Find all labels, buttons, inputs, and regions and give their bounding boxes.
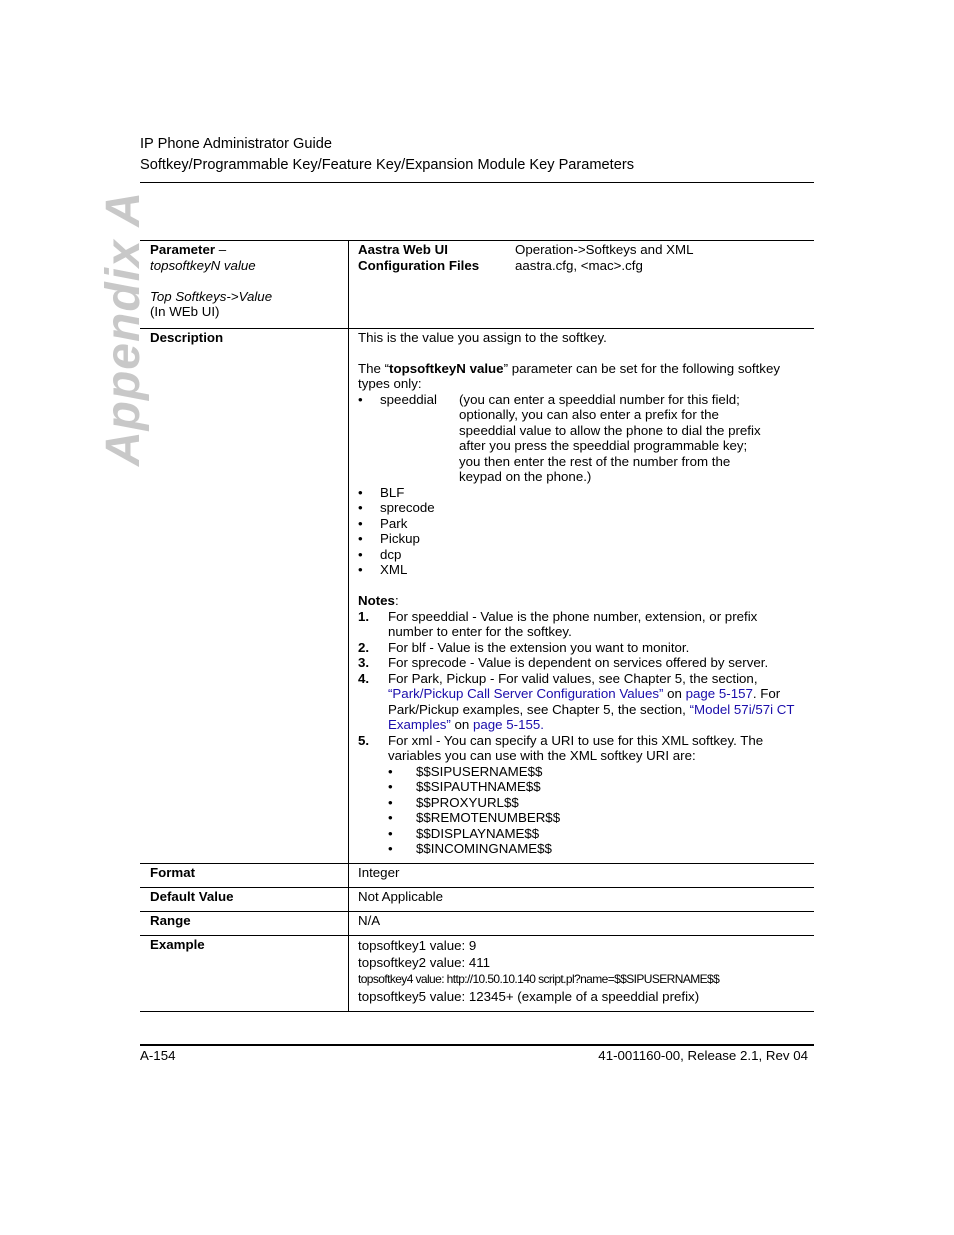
park-pickup-values-link[interactable]: “Park/Pickup Call Server Configuration Values” — [388, 686, 664, 701]
header-subtitle: Softkey/Programmable Key/Feature Key/Expansion Module Key Parameters — [140, 157, 634, 173]
bullet-icon: • — [388, 841, 393, 856]
header-title: IP Phone Administrator Guide — [140, 136, 332, 152]
description-label: Description — [150, 329, 224, 345]
parameter-name: topsoftkeyN value — [150, 257, 256, 273]
notes-heading: Notes: — [358, 593, 399, 608]
range-value: N/A — [358, 912, 381, 928]
model-57i-examples-link[interactable]: “Model 57i/57i CT — [689, 701, 795, 717]
description-row — [140, 328, 814, 863]
list-item: • BLF — [358, 484, 405, 500]
description-types-text: The “topsoftkeyN value” parameter can be set for the following softkey types only: — [358, 360, 780, 391]
description-cell — [349, 328, 815, 863]
example-label: Example — [150, 936, 205, 952]
parameter-label: Parameter — [150, 242, 216, 257]
bullet-icon: • — [358, 500, 363, 515]
note-item: 4. For Park, Pickup - For valid values, see Chapter 5, the section, “Park/Pickup Call Server Configuration Values” on page 5-157. For Park/Pickup examples, see Chapter 5, the section, “Model 57i/57i CT Examples” on page 5-155. — [358, 670, 795, 732]
note-item: 5. For xml - You can specify a URI to use for this XML softkey. The variables you can use with the XML softkey URI are: — [358, 732, 764, 763]
page-number: A-154 — [140, 1048, 176, 1063]
variable-item: • $$INCOMINGNAME$$ — [388, 841, 552, 856]
page-5-155-link[interactable]: page 5-155 — [473, 717, 541, 732]
parameter-ui-note: (In WEb UI) — [150, 304, 220, 319]
description-intro: This is the value you assign to the softkey. — [358, 329, 607, 345]
variable-item: • $$SIPUSERNAME$$ — [388, 763, 543, 779]
range-row — [140, 911, 814, 935]
list-item: • dcp — [358, 546, 402, 562]
variable-item: • $$DISPLAYNAME$$ — [388, 825, 540, 841]
example-cell — [349, 935, 815, 1011]
variable-item: • $$PROXYURL$$ — [388, 794, 519, 810]
model-57i-examples-link-cont[interactable]: Examples” — [388, 717, 451, 732]
example-line: topsoftkey5 value: 12345+ (example of a speeddial prefix) — [358, 988, 700, 1004]
bullet-icon: • — [358, 484, 363, 500]
page-5-157-link[interactable]: page 5-157 — [685, 686, 753, 701]
note-item: 2. For blf - Value is the extension you want to monitor. — [358, 639, 690, 655]
variable-item: • $$REMOTENUMBER$$ — [388, 810, 561, 825]
default-value-row — [140, 887, 814, 911]
parameter-ui-path: Top Softkeys->Value — [150, 288, 273, 304]
parameter-cell — [140, 241, 349, 329]
format-row — [140, 863, 814, 887]
variable-item: • $$SIPAUTHNAME$$ — [388, 779, 541, 794]
document-id: 41-001160-00, Release 2.1, Rev 04 — [598, 1048, 808, 1063]
header-rule — [140, 182, 814, 183]
example-line: topsoftkey1 value: 9 — [358, 937, 477, 953]
note-item: 1. For speeddial - Value is the phone number, extension, or prefix number to enter for the softkey. — [358, 608, 758, 639]
format-label: Format — [150, 864, 196, 880]
bullet-icon: • — [358, 515, 363, 531]
default-value-label: Default Value — [150, 888, 234, 904]
list-item: • XML — [358, 562, 408, 577]
list-item: • sprecode — [358, 500, 435, 515]
default-value-value: Not Applicable — [358, 888, 444, 904]
parameter-table — [140, 240, 814, 1012]
parameter-location-cell — [349, 241, 815, 329]
list-item: • Pickup — [358, 531, 420, 546]
web-ui-label: Aastra Web UI — [358, 242, 448, 257]
footer-rule — [140, 1044, 814, 1046]
bullet-icon: • — [388, 810, 393, 825]
bullet-icon: • — [388, 779, 393, 794]
list-item: • Park — [358, 515, 408, 531]
bullet-icon: • — [358, 531, 363, 546]
parameter-row — [140, 241, 814, 329]
bullet-icon: • — [358, 546, 363, 562]
bullet-icon: • — [358, 391, 363, 407]
example-line: topsoftkey2 value: 411 — [358, 954, 491, 970]
config-files-value: aastra.cfg, <mac>.cfg — [515, 257, 643, 273]
note-item: 3. For sprecode - Value is dependent on services offered by server. — [358, 655, 769, 670]
bullet-icon: • — [388, 794, 393, 810]
format-value: Integer — [358, 864, 400, 880]
range-label: Range — [150, 912, 191, 928]
bullet-icon: • — [388, 763, 393, 779]
list-item-speeddial: • speeddial (you can enter a speeddial number for this field; optionally, you can also enter a prefix for the speeddial value to allow the phone to dial the prefix after you press the speeddial programmable key; you then enter the rest of the number from the keypad on the phone.) — [358, 391, 761, 484]
config-files-label: Configuration Files — [358, 257, 480, 273]
example-row — [140, 935, 814, 1011]
parameter-dash: – — [215, 242, 227, 257]
example-line: topsoftkey4 value: http://10.50.10.140 script.pl?name=$$SIPUSERNAME$$ — [358, 971, 720, 986]
web-ui-value: Operation->Softkeys and XML — [515, 242, 694, 257]
bullet-icon: • — [388, 825, 393, 841]
bullet-icon: • — [358, 562, 363, 577]
side-tab-label: Appendix A — [97, 191, 150, 466]
